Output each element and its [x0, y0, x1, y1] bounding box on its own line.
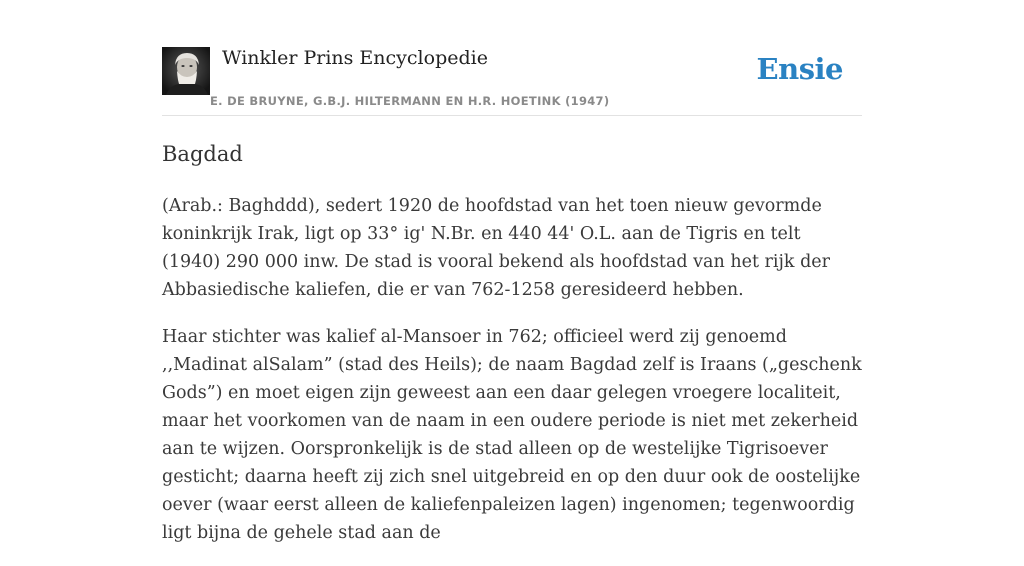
source-header — [162, 0, 862, 116]
article-body — [162, 192, 862, 566]
author-avatar — [162, 47, 210, 95]
ensie-logo[interactable]: Ensie — [756, 52, 843, 86]
content-container — [162, 0, 862, 543]
article-paragraph: Haar stichter was kalief al-Mansoer in 762; officieel werd zij genoemd ,,Madinat alSalam” (stad des Heils); de naam Bagdad zelf is Iraans („geschenk Gods”) en moet eigen zijn geweest aan een daar gelegen vroegere localiteit, maar het voorkomen van de naam in een oudere periode is niet met zekerheid aan te wijzen. Oorspronkelijk is de stad alleen op de westelijke Tigrisoever gesticht; daarna heeft zij zich snel uitgebreid en op den duur ook de oostelijke oever (waar eerst alleen de kaliefenpaleizen lagen) ingenomen; tegenwoordig ligt bijna de gehele stad aan de — [162, 327, 862, 543]
article-paragraph: (Arab.: Baghddd), sedert 1920 de hoofdstad van het toen nieuw gevormde koninkrijk Irak, ligt op 33° ig' N.Br. en 440 44' O.L. aan de Tigris en telt (1940) 290 000 inw. De stad is vooral bekend als hoofdstad van het rijk der Abbasiedische kaliefen, die er van 762-1258 geresideerd hebben. — [162, 196, 831, 300]
source-authors: E. DE BRUYNE, G.B.J. HILTERMANN EN H.R. HOETINK (1947) — [210, 94, 610, 108]
portrait-image — [162, 47, 210, 95]
article-title: Bagdad — [162, 142, 243, 166]
source-title[interactable]: Winkler Prins Encyclopedie — [222, 47, 488, 69]
